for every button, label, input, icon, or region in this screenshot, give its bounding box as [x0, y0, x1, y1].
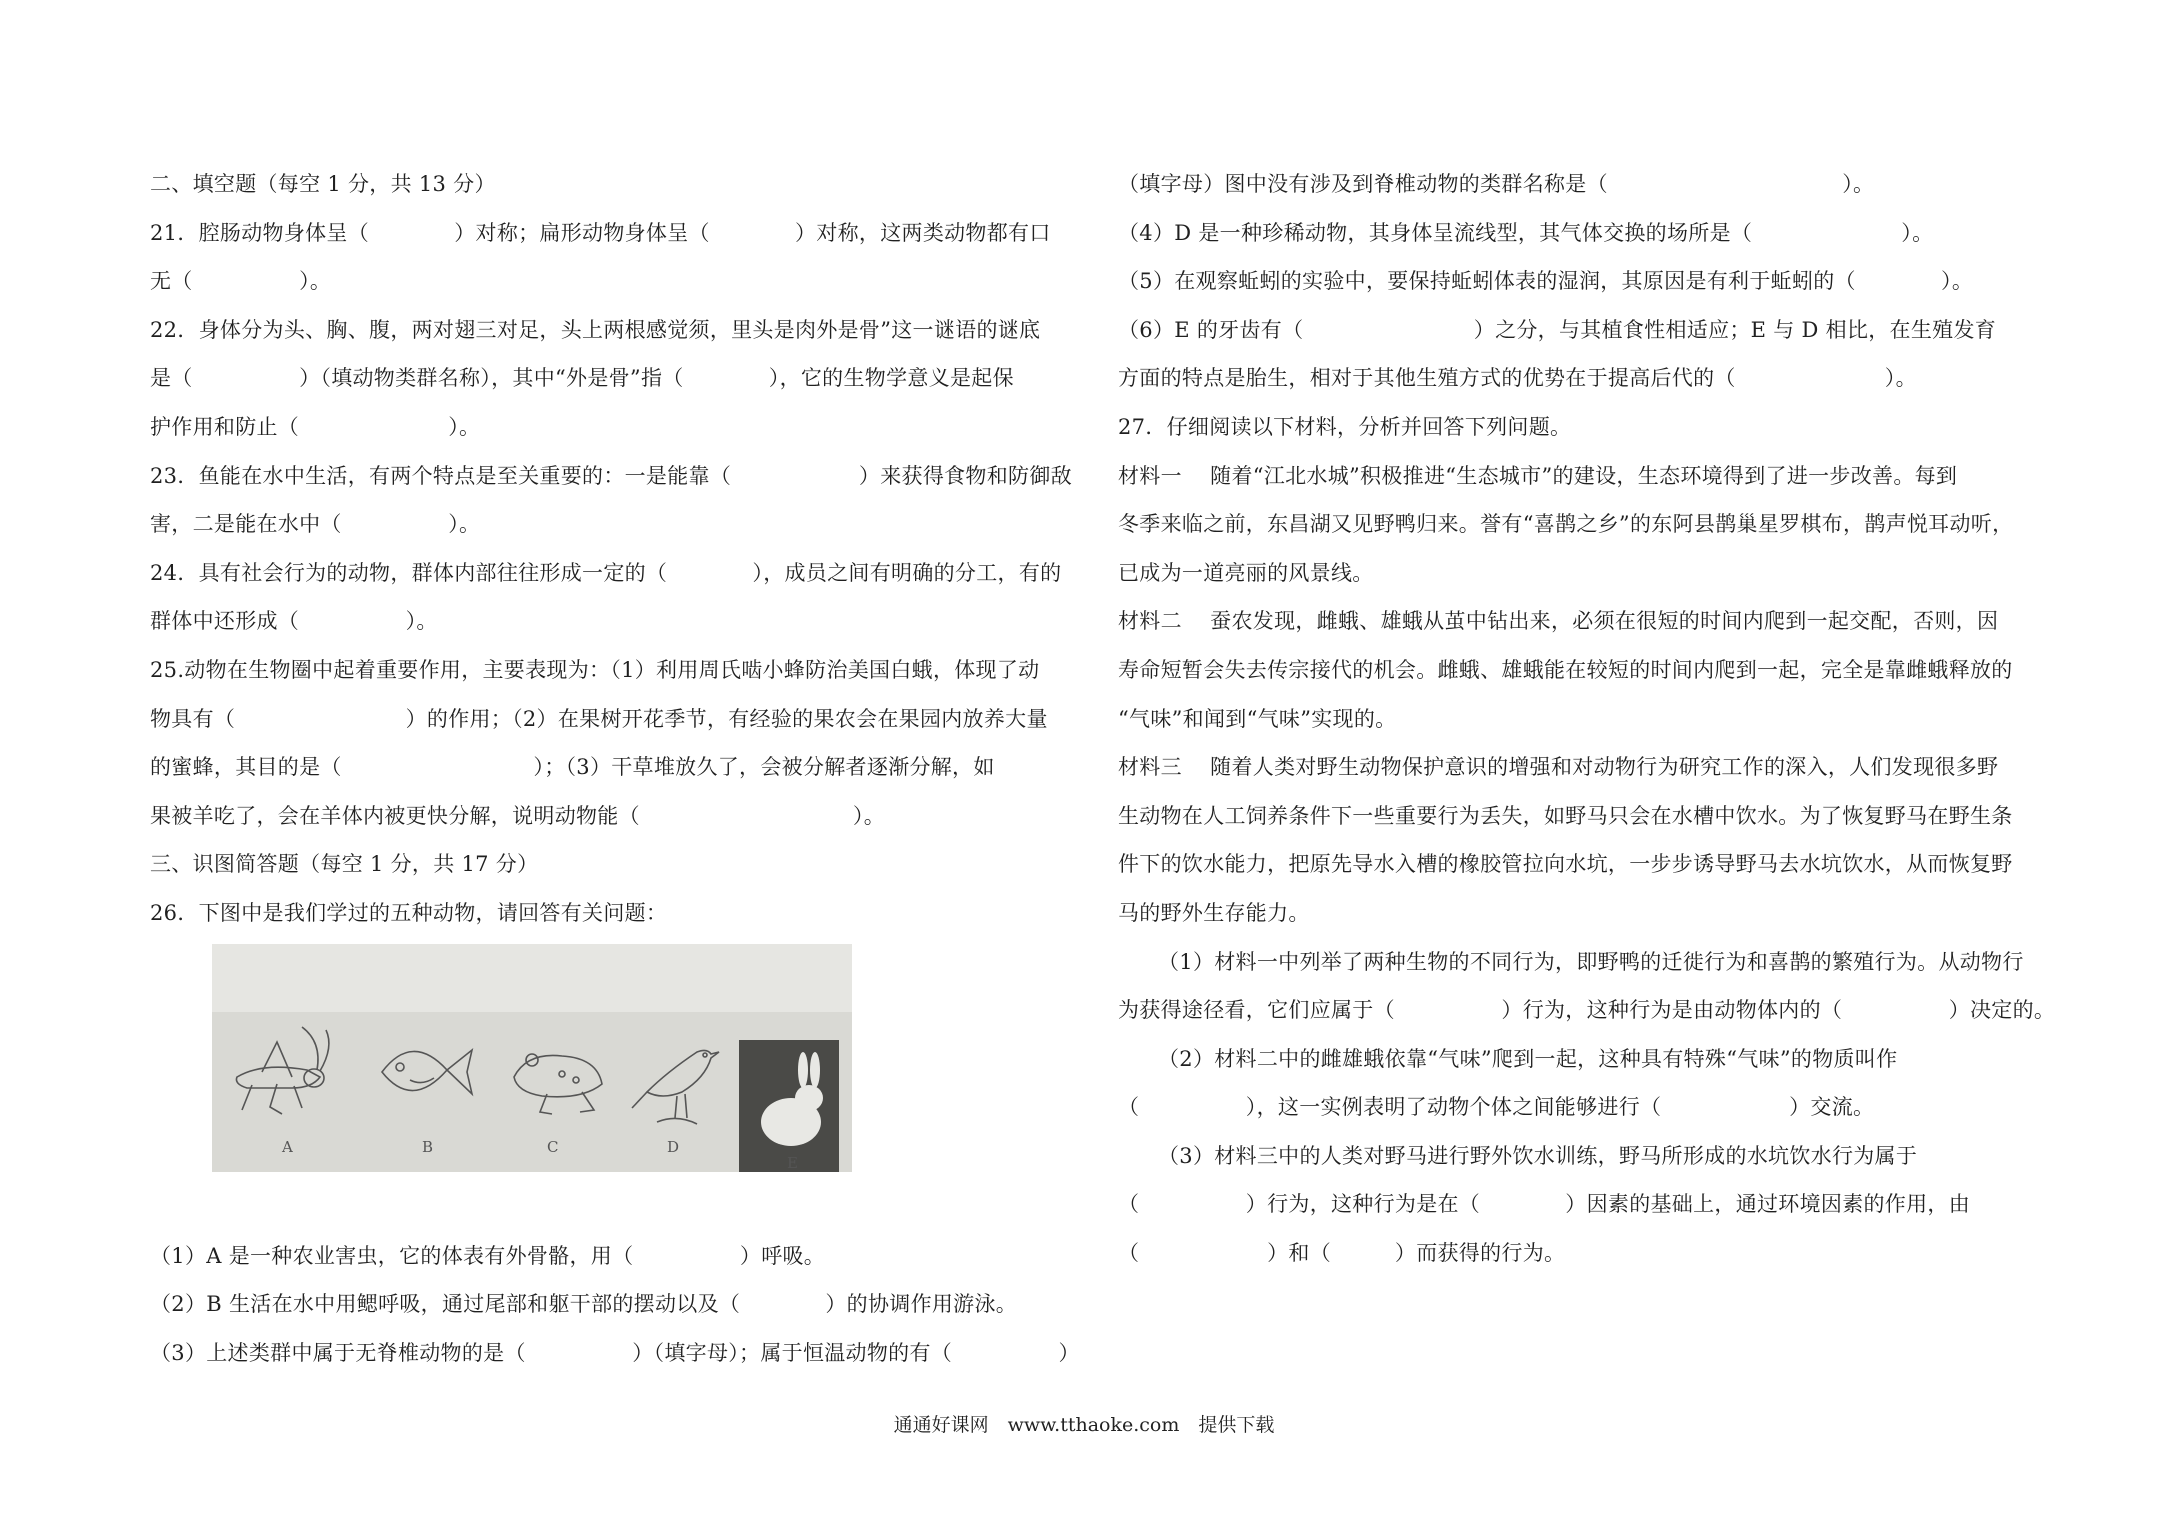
question-25-line-3: 的蜜蜂，其目的是（ ）；（3）干草堆放久了，会被分解者逐渐分解，如 — [150, 755, 995, 780]
figure-spacer — [150, 1180, 1080, 1232]
question-23-line-1: 23．鱼能在水中生活，有两个特点是至关重要的：一是能靠（ ）来获得食物和防御敌 — [150, 463, 1072, 488]
question-27-part-2-line-2: （ ），这一实例表明了动物个体之间能够进行（ ）交流。 — [1118, 1095, 1875, 1120]
question-27-part-3-line-2: （ ）行为，这种行为是在（ ）因素的基础上，通过环境因素的作用，由 — [1118, 1192, 1970, 1217]
question-26-part-6-line-1: （6）E 的牙齿有（ ）之分，与其植食性相适应；E 与 D 相比，在生殖发育 — [1118, 317, 1997, 342]
figure-label-b: B — [422, 1137, 434, 1156]
five-animals-figure — [212, 944, 852, 1172]
grasshopper-icon — [222, 1022, 342, 1122]
question-27-part-1-line-1: （1）材料一中列举了两种生物的不同行为，即野鸭的迁徙行为和喜鹊的繁殖行为。从动物行 — [1158, 949, 2024, 974]
section-heading-fill-blank: 二、填空题（每空 1 分，共 13 分） — [150, 172, 496, 196]
question-27-part-3-line-3: （ ）和（ ）而获得的行为。 — [1118, 1241, 1566, 1266]
question-26-part-3-cont: （填字母）图中没有涉及到脊椎动物的类群名称是（ ）。 — [1118, 172, 1875, 196]
figure-label-e: E — [787, 1153, 798, 1172]
material-2-line-2: 寿命短暂会失去传宗接代的机会。雌蛾、雄蛾能在较短的时间内爬到一起，完全是靠雌蛾释放的 — [1118, 657, 2013, 682]
left-column — [150, 160, 1080, 1377]
question-26-part-5: （5）在观察蚯蚓的实验中，要保持蚯蚓体表的湿润，其原因是有利于蚯蚓的（ ）。 — [1118, 269, 1974, 294]
question-25-line-4: 果被羊吃了，会在羊体内被更快分解，说明动物能（ ）。 — [150, 803, 885, 828]
question-27-part-1-line-2: 为获得途径看，它们应属于（ ）行为，这种行为是由动物体内的（ ）决定的。 — [1118, 998, 2056, 1023]
figure-label-d: D — [667, 1137, 680, 1156]
figure-label-c: C — [547, 1137, 559, 1156]
material-1-line-2: 冬季来临之前，东昌湖又见野鸭归来。誉有“喜鹊之乡”的东阿县鹊巢星罗棋布，鹊声悦耳动听， — [1118, 512, 2014, 537]
question-26-part-1: （1）A 是一种农业害虫，它的体表有外骨骼，用（ ）呼吸。 — [150, 1243, 826, 1268]
rabbit-photo — [739, 1040, 839, 1172]
question-22-line-3: 护作用和防止（ ）。 — [150, 414, 481, 439]
question-25-line-2: 物具有（ ）的作用；（2）在果树开花季节，有经验的果农会在果园内放养大量 — [150, 706, 1048, 731]
question-26-intro: 26．下图中是我们学过的五种动物，请回答有关问题： — [150, 900, 668, 925]
material-3-line-1: 材料三 随着人类对野生动物保护意识的增强和对动物行为研究工作的深入，人们发现很多野 — [1118, 755, 1999, 780]
question-26-part-2: （2）B 生活在水中用鳃呼吸，通过尾部和躯干部的摆动以及（ ）的协调作用游泳。 — [150, 1292, 1018, 1317]
section-heading-diagram-questions: 三、识图简答题（每空 1 分，共 17 分） — [150, 852, 539, 877]
question-27-intro: 27．仔细阅读以下材料，分析并回答下列问题。 — [1118, 414, 1572, 439]
bird-icon — [627, 1022, 727, 1132]
question-21-line-2: 无（ ）。 — [150, 269, 332, 294]
question-27-part-2-line-1: （2）材料二中的雌雄蛾依靠“气味”爬到一起，这种具有特殊“气味”的物质叫作 — [1158, 1046, 1898, 1071]
rabbit-icon — [739, 1040, 839, 1172]
material-1-line-3: 已成为一道亮丽的风景线。 — [1118, 560, 1374, 585]
question-26-part-4: （4）D 是一种珍稀动物，其身体呈流线型，其气体交换的场所是（ ）。 — [1118, 220, 1934, 245]
right-column — [1118, 160, 2056, 1278]
material-3-line-2: 生动物在人工饲养条件下一些重要行为丢失，如野马只会在水槽中饮水。为了恢复野马在野生条 — [1118, 803, 2013, 828]
question-25-line-1: 25.动物在生物圈中起着重要作用，主要表现为：（1）利用周氏啮小蜂防治美国白蛾，体现了动 — [150, 657, 1040, 682]
material-3-line-3: 件下的饮水能力，把原先导水入槽的橡胶管拉向水坑，一步步诱导野马去水坑饮水，从而恢复野 — [1118, 852, 2013, 877]
question-21-line-1: 21．腔肠动物身体呈（ ）对称；扁形动物身体呈（ ）对称，这两类动物都有口 — [150, 220, 1051, 245]
question-27-part-3-line-1: （3）材料三中的人类对野马进行野外饮水训练，野马所形成的水坑饮水行为属于 — [1158, 1143, 1918, 1168]
figure-label-a: A — [282, 1137, 293, 1156]
question-23-line-2: 害，二是能在水中（ ）。 — [150, 512, 481, 537]
figure-top-band — [212, 944, 852, 1012]
question-26-part-3: （3）上述类群中属于无脊椎动物的是（ ）（填字母）；属于恒温动物的有（ ） — [150, 1340, 1080, 1365]
material-2-line-1: 材料二 蚕农发现，雌蛾、雄蛾从茧中钻出来，必须在很短的时间内爬到一起交配，否则，因 — [1118, 609, 1999, 634]
fish-icon — [372, 1022, 482, 1122]
material-1-line-1: 材料一 随着“江北水城”积极推进“生态城市”的建设，生态环境得到了进一步改善。每到 — [1118, 463, 1958, 488]
question-26-part-6-line-2: 方面的特点是胎生，相对于其他生殖方式的优势在于提高后代的（ ）。 — [1118, 366, 1917, 391]
question-22-line-1: 22．身体分为头、胸、腹，两对翅三对足，头上两根感觉须，里头是肉外是骨”这一谜语的谜底 — [150, 317, 1041, 342]
page-footer: 通通好课网 www.tthaoke.com 提供下载 — [893, 1414, 1275, 1436]
material-3-line-4: 马的野外生存能力。 — [1118, 900, 1310, 925]
question-24-line-1: 24．具有社会行为的动物，群体内部往往形成一定的（ ），成员之间有明确的分工，有的 — [150, 560, 1062, 585]
frog-icon — [502, 1022, 612, 1122]
material-2-line-3: “气味”和闻到“气味”实现的。 — [1118, 706, 1397, 731]
question-24-line-2: 群体中还形成（ ）。 — [150, 609, 438, 634]
question-22-line-2: 是（ ）（填动物类群名称），其中“外是骨”指（ ），它的生物学意义是起保 — [150, 366, 1014, 391]
